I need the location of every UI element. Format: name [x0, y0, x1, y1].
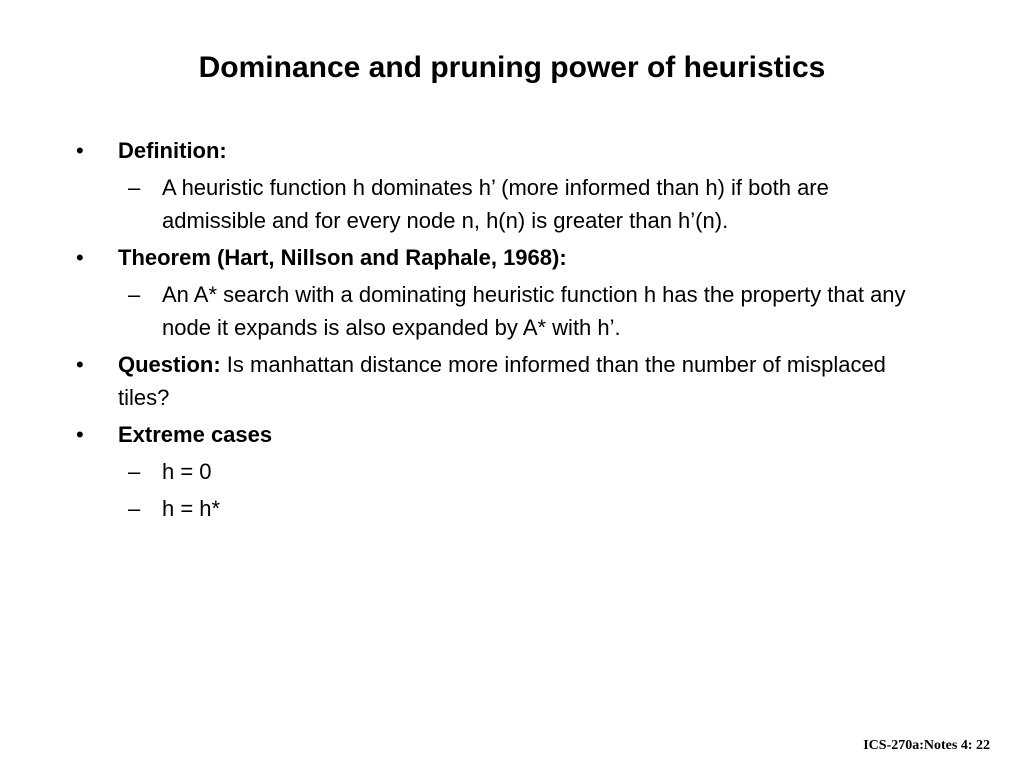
- bullet-question: [76, 348, 926, 414]
- sub-bullet-definition: [76, 171, 926, 237]
- extreme-cases-label: Extreme cases: [118, 422, 273, 447]
- slide-body: [76, 134, 926, 529]
- bullet-marker: •: [76, 138, 84, 163]
- bullet-theorem: [76, 241, 926, 274]
- bullet-definition: [76, 134, 926, 167]
- extreme-case-h-zero: h = 0: [162, 459, 212, 484]
- bullet-marker: •: [76, 245, 84, 270]
- sub-bullet-theorem: [76, 278, 926, 344]
- sub-bullet-extreme-2: [76, 492, 926, 525]
- dash-marker: –: [128, 282, 141, 307]
- definition-text: A heuristic function h dominates h’ (more informed than h) if both are admissible and for every node n, h(n) is greater than h’(n).: [162, 175, 829, 233]
- dash-marker: –: [128, 496, 141, 521]
- definition-label: Definition:: [118, 138, 227, 163]
- question-text: Is manhattan distance more informed than the number of misplaced tiles?: [118, 352, 886, 410]
- bullet-marker: •: [76, 352, 84, 377]
- theorem-label: Theorem (Hart, Nillson and Raphale, 1968):: [118, 245, 567, 270]
- theorem-text: An A* search with a dominating heuristic function h has the property that any node it expands is also expanded by A* with h’.: [162, 282, 906, 340]
- dash-marker: –: [128, 175, 141, 200]
- bullet-marker: •: [76, 422, 84, 447]
- slide-footer: ICS-270a:Notes 4: 22: [863, 738, 990, 753]
- sub-bullet-extreme-1: [76, 455, 926, 488]
- slide-title: Dominance and pruning power of heuristics: [198, 51, 826, 84]
- extreme-case-h-star: h = h*: [162, 496, 221, 521]
- dash-marker: –: [128, 459, 141, 484]
- question-label: Question:: [118, 352, 221, 377]
- bullet-extreme-cases: [76, 418, 926, 451]
